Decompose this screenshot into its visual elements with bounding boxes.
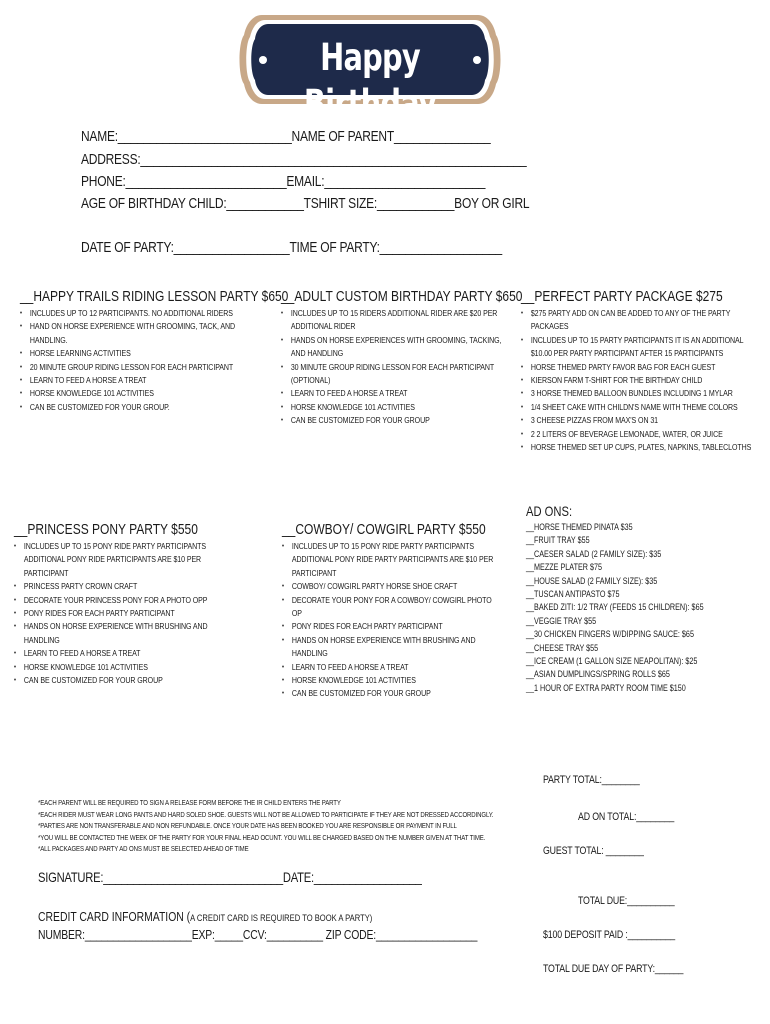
list-item: • DECORATE YOUR PONY FOR A COWBOY/ COWGIRL PHOTO OP	[282, 594, 502, 621]
perfect-party-title-checkbox[interactable]	[521, 288, 761, 305]
addon-item[interactable]: __CHEESE TRAY $55	[526, 642, 599, 653]
package-happy-trails	[20, 288, 289, 414]
list-item: • HORSE KNOWLEDGE 101 ACTIVITIES	[281, 401, 504, 414]
list-item: • HANDS ON HORSE EXPERIENCE WITH BRUSHING AND HANDLING	[282, 634, 502, 661]
addon-item[interactable]: __VEGGIE TRAY $55	[526, 615, 597, 626]
guest-total-label: GUEST TOTAL: ________	[543, 845, 644, 857]
list-item: • PONY RIDES FOR EACH PARTY PARTICIPANT	[282, 620, 502, 633]
date-time-field-line[interactable]	[81, 239, 607, 256]
adult-custom-title-checkbox[interactable]	[281, 288, 523, 305]
princess-pony-list	[14, 540, 221, 687]
cowboy-title-checkbox[interactable]	[282, 521, 517, 538]
addon-item[interactable]: __FRUIT TRAY $55	[526, 535, 590, 546]
addon-item[interactable]: __MEZZE PLATER $75	[526, 562, 603, 573]
happy-trails-title: __HAPPY TRAILS RIDING LESSON PARTY $650	[20, 288, 289, 305]
princess-pony-title: __PRINCESS PONY PARTY $550	[14, 521, 198, 538]
address-label: ADDRESS:____________________________________________________________	[81, 151, 527, 168]
adult-custom-title: __ADULT CUSTOM BIRTHDAY PARTY $650	[281, 288, 523, 305]
list-item: • 20 MINUTE GROUP RIDING LESSON FOR EACH PARTICIPANT	[20, 361, 263, 374]
credit-card-number-label: NUMBER:___________________EXP:_____CCV:__________ ZIP CODE:__________________	[38, 927, 478, 942]
addon-item[interactable]: __BAKED ZITI: 1/2 TRAY (FEEDS 15 CHILDREN): $65	[526, 602, 704, 613]
princess-pony-title-checkbox[interactable]	[14, 521, 249, 538]
total-due-day-field[interactable]	[543, 963, 718, 975]
deposit-paid-label: $100 DEPOSIT PAID :__________	[543, 929, 676, 941]
happy-birthday-banner	[236, 13, 504, 125]
addon-total-label: AD ON TOTAL:________	[578, 811, 675, 823]
list-item: • CAN BE CUSTOMIZED FOR YOUR GROUP	[14, 674, 221, 687]
credit-card-number-line[interactable]	[38, 927, 587, 942]
list-item: • PRINCESS PARTY CROWN CRAFT	[14, 580, 221, 593]
addons-section	[526, 503, 736, 695]
list-item: • LEARN TO FEED A HORSE A TREAT	[282, 661, 502, 674]
list-item: • HAND ON HORSE EXPERIENCE WITH GROOMING, TACK, AND HANDLING.	[20, 320, 263, 347]
list-item: • 30 MINUTE GROUP RIDING LESSON FOR EACH PARTICIPANT (OPTIONAL)	[281, 361, 504, 388]
party-total-label: PARTY TOTAL:________	[543, 774, 640, 786]
list-item: • INCLUDES UP TO 12 PARTICIPANTS. NO ADDITIONAL RIDERS	[20, 307, 263, 320]
list-item: • PONY RIDES FOR EACH PARTY PARTICIPANT	[14, 607, 221, 620]
note-line: *ALL PACKAGES AND PARTY AD ONS MUST BE SELECTED AHEAD OF TIME	[38, 844, 249, 853]
policy-notes	[38, 797, 497, 855]
total-due-field[interactable]	[578, 895, 699, 907]
list-item: • 2 2 LITERS OF BEVERAGE LEMONADE, WATER, OR JUICE	[521, 428, 759, 441]
list-item: • INCLUDES UP TO 15 PARTY PARTICIPANTS IT IS AN ADDITIONAL $10.00 PER PARTY PARTICIPANT AFTER 15 PARTICIPANTS	[521, 334, 759, 361]
list-item: • INCLUDES UP TO 15 PONY RIDE PARTY PARTICIPANTS ADDITIONAL PONY RIDE PARTICIPANTS ARE $10 PER PARTICIPANT	[14, 540, 221, 580]
addon-item[interactable]: __HORSE THEMED PINATA $35	[526, 522, 633, 532]
age-tshirt-field-line[interactable]	[81, 195, 641, 212]
list-item: • HORSE LEARNING ACTIVITIES	[20, 347, 263, 360]
name-parent-label: NAME:___________________________NAME OF PARENT_______________	[81, 128, 491, 145]
addon-item[interactable]: __HOUSE SALAD (2 FAMILY SIZE): $35	[526, 575, 658, 586]
package-perfect-party	[521, 288, 761, 454]
perfect-party-title: __PERFECT PARTY PACKAGE $275	[521, 288, 723, 305]
list-item: • HORSE THEMED SET UP CUPS, PLATES, NAPKINS, TABLECLOTHS	[521, 441, 759, 454]
banner-title: Happy Birthday	[303, 36, 437, 125]
signature-label: SIGNATURE:______________________________DATE:__________________	[38, 869, 422, 885]
age-tshirt-label: AGE OF BIRTHDAY CHILD:____________TSHIRT SIZE:____________BOY OR GIRL	[81, 195, 530, 212]
list-item: • 3 CHEESE PIZZAS FROM MAX'S ON 31	[521, 414, 759, 427]
list-item: • INCLUDES UP TO 15 PONY RIDE PARTY PARTICIPANTS ADDITIONAL PONY RIDE PARTY PARTICIPANTS ARE $10 PER PARTICIPANT	[282, 540, 502, 580]
deposit-paid-field[interactable]	[543, 929, 708, 941]
list-item: • DECORATE YOUR PRINCESS PONY FOR A PHOTO OPP	[14, 594, 221, 607]
note-line: *PARTIES ARE NON TRANSFERABLE AND NON REFUNDABLE. ONCE YOUR DATE HAS BEEN BOOKED YOU ARE RESPONSIBLE OR PAYMENT IN FULL	[38, 821, 457, 830]
note-line: *YOU WILL BE CONTACTED THE WEEK OF THE PARTY FOR YOUR FINAL HEAD OCUNT. YOU WILL BE CHARGED BASED ON THE NUMBER GIVEN AT THAT TIME.	[38, 832, 486, 842]
list-item: • $275 PARTY ADD ON CAN BE ADDED TO ANY OF THE PARTY PACKAGES	[521, 307, 759, 334]
list-item: • HORSE THEMED PARTY FAVOR BAG FOR EACH GUEST	[521, 361, 759, 374]
addon-item[interactable]: __30 CHICKEN FINGERS W/DIPPING SAUCE: $65	[526, 629, 694, 640]
list-item: • LEARN TO FEED A HORSE A TREAT	[14, 647, 221, 660]
addons-list	[526, 521, 723, 695]
list-item: • HORSE KNOWLEDGE 101 ACTIVITIES	[20, 387, 263, 400]
list-item: • LEARN TO FEED A HORSE A TREAT	[281, 387, 504, 400]
list-item: • INCLUDES UP TO 15 RIDERS ADDITIONAL RIDER ARE $20 PER ADDITIONAL RIDER	[281, 307, 504, 334]
package-princess-pony	[14, 521, 249, 687]
signature-date-line[interactable]	[38, 869, 518, 885]
cowboy-title: __COWBOY/ COWGIRL PARTY $550	[282, 521, 486, 538]
list-item: • HORSE KNOWLEDGE 101 ACTIVITIES	[14, 661, 221, 674]
perfect-party-list	[521, 307, 759, 454]
addon-item[interactable]: __ICE CREAM (1 GALLON SIZE NEAPOLITAN): $25	[526, 656, 698, 667]
list-item: • KIERSON FARM T-SHIRT FOR THE BIRTHDAY CHILD	[521, 374, 759, 387]
list-item: • 3 HORSE THEMED BALLOON BUNDLES INCLUDING 1 MYLAR	[521, 387, 759, 400]
name-field-line[interactable]	[81, 128, 593, 145]
addon-item[interactable]: __CAESER SALAD (2 FAMILY SIZE): $35	[526, 548, 662, 559]
addon-item[interactable]: __ASIAN DUMPLINGS/SPRING ROLLS $65	[526, 669, 670, 680]
happy-trails-title-checkbox[interactable]	[20, 288, 289, 305]
phone-email-label: PHONE:_________________________EMAIL:_________________________	[81, 173, 486, 190]
package-adult-custom	[281, 288, 523, 428]
phone-email-field-line[interactable]	[81, 173, 586, 190]
list-item: • HORSE KNOWLEDGE 101 ACTIVITIES	[282, 674, 502, 687]
package-cowboy-cowgirl	[282, 521, 517, 701]
total-due-label: TOTAL DUE:__________	[578, 895, 675, 907]
credit-card-heading	[38, 908, 456, 926]
credit-card-title: CREDIT CARD INFORMATION (	[38, 909, 191, 924]
note-line: *EACH RIDER MUST WEAR LONG PANTS AND HARD SOLED SHOE. GUESTS WILL NOT BE ALLOWED TO PARTICIPATE IF THEY ARE NOT DRESSED ACCORDINGLY.	[38, 809, 494, 819]
party-total-field[interactable]	[543, 774, 664, 786]
total-due-day-label: TOTAL DUE DAY OF PARTY:______	[543, 963, 684, 975]
address-field-line[interactable]	[81, 151, 638, 168]
list-item: • HANDS ON HORSE EXPERIENCES WITH GROOMING, TACKING, AND HANDLING	[281, 334, 504, 361]
list-item: • CAN BE CUSTOMIZED FOR YOUR GROUP.	[20, 401, 263, 414]
credit-card-note: A CREDIT CARD IS REQUIRED TO BOOK A PARTY)	[190, 913, 373, 924]
list-item: • 1/4 SHEET CAKE WITH CHILDN'S NAME WITH THEME COLORS	[521, 401, 759, 414]
list-item: • CAN BE CUSTOMIZED FOR YOUR GROUP	[281, 414, 504, 427]
addon-total-field[interactable]	[578, 811, 698, 823]
addon-item[interactable]: __1 HOUR OF EXTRA PARTY ROOM TIME $150	[526, 682, 686, 693]
addon-item[interactable]: __TUSCAN ANTIPASTO $75	[526, 589, 620, 600]
guest-total-field[interactable]	[543, 845, 669, 857]
happy-trails-list	[20, 307, 263, 414]
addons-title: AD ONS:	[526, 503, 573, 519]
cowboy-list	[282, 540, 502, 701]
list-item: • LEARN TO FEED A HORSE A TREAT	[20, 374, 263, 387]
date-time-label: DATE OF PARTY:__________________TIME OF PARTY:___________________	[81, 239, 502, 256]
adult-custom-list	[281, 307, 504, 428]
note-line: *EACH PARENT WILL BE REQUIRED TO SIGN A RELEASE FORM BEFORE THE IR CHILD ENTERS THE PARTY	[38, 798, 341, 807]
list-item: • CAN BE CUSTOMIZED FOR YOUR GROUP	[282, 687, 502, 700]
list-item: • HANDS ON HORSE EXPERIENCE WITH BRUSHING AND HANDLING	[14, 620, 221, 647]
list-item: • COWBOY/ COWGIRL PARTY HORSE SHOE CRAFT	[282, 580, 502, 593]
